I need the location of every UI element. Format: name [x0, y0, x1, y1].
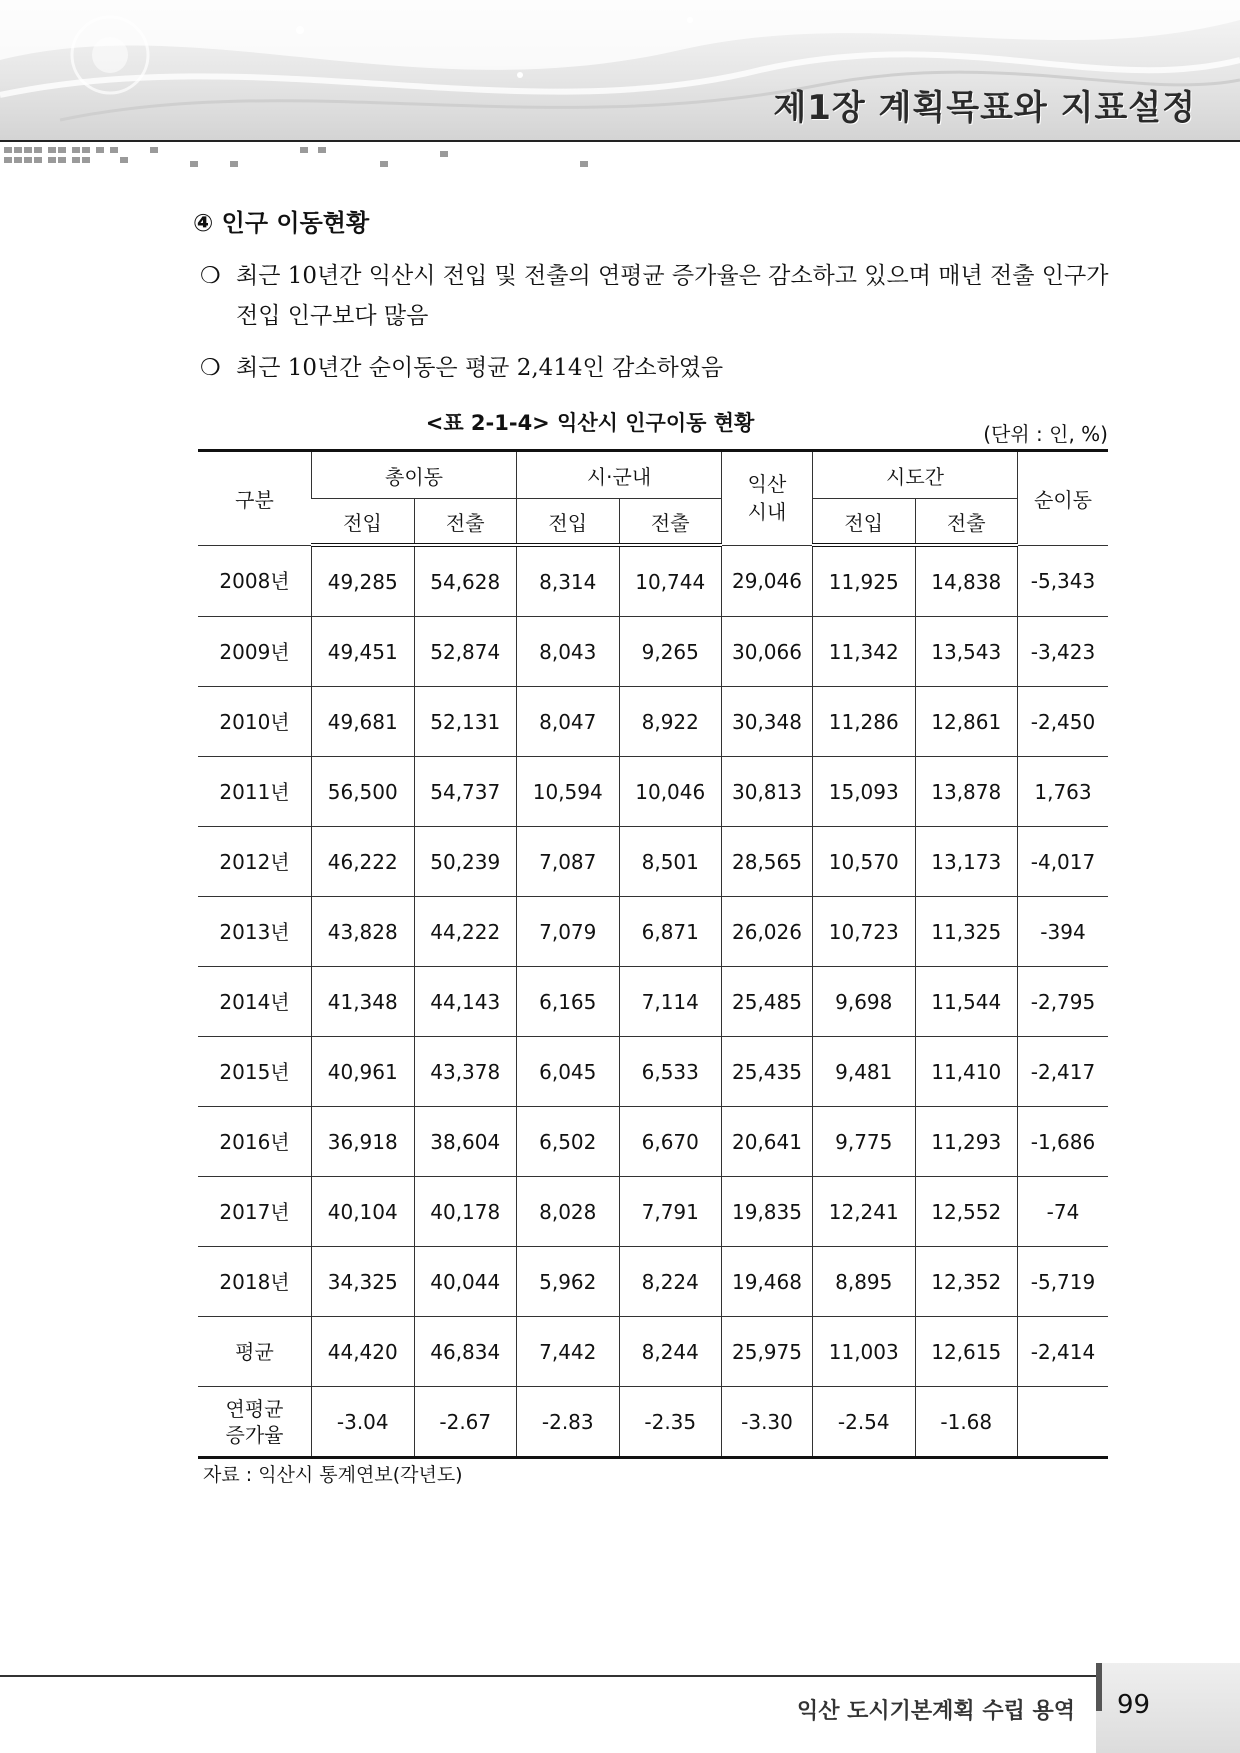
row-label: 2009년	[198, 617, 312, 687]
table-cell: -2,417	[1018, 1037, 1109, 1107]
table-cell: 10,744	[619, 545, 722, 617]
table-cell: 6,533	[619, 1037, 722, 1107]
table-cell: 12,615	[915, 1317, 1018, 1387]
table-cell: -3.30	[722, 1387, 813, 1458]
population-migration-table	[198, 449, 1108, 1459]
row-label: 2018년	[198, 1247, 312, 1317]
table-cell: 11,925	[813, 545, 916, 617]
table-cell: 25,435	[722, 1037, 813, 1107]
table-cell: 49,451	[312, 617, 415, 687]
table-cell: -4,017	[1018, 827, 1109, 897]
table-cell: 30,348	[722, 687, 813, 757]
header-city-county: 시·군내	[517, 451, 722, 499]
table-cell: 52,874	[414, 617, 517, 687]
table-cell: 19,468	[722, 1247, 813, 1317]
page-number: 99	[1117, 1690, 1151, 1720]
table-cell: 46,222	[312, 827, 415, 897]
header-category: 구분	[198, 451, 312, 546]
table-row	[198, 617, 1108, 687]
table-row	[198, 967, 1108, 1037]
table-cell: 7,114	[619, 967, 722, 1037]
table-cell: 7,791	[619, 1177, 722, 1247]
chapter-title: 제1장 계획목표와 지표설정	[773, 88, 1196, 128]
table-cell: 14,838	[915, 545, 1018, 617]
table-cell: -2,414	[1018, 1317, 1109, 1387]
table-cell: 13,878	[915, 757, 1018, 827]
table-cell: 9,698	[813, 967, 916, 1037]
section-heading: ④ 인구 이동현황	[193, 209, 370, 237]
table-cell: 8,028	[517, 1177, 620, 1247]
table-cell: 19,835	[722, 1177, 813, 1247]
bullet-circle-icon: ❍	[200, 263, 221, 289]
table-cell: 9,265	[619, 617, 722, 687]
table-cell: -3,423	[1018, 617, 1109, 687]
row-label: 2017년	[198, 1177, 312, 1247]
table-cell: -5,719	[1018, 1247, 1109, 1317]
header-move-in: 전입	[813, 499, 916, 546]
table-cell: 10,594	[517, 757, 620, 827]
footer-divider	[0, 1675, 1240, 1677]
table-cell: 50,239	[414, 827, 517, 897]
table-cell: 43,828	[312, 897, 415, 967]
table-cell: 40,178	[414, 1177, 517, 1247]
table-cell: 11,293	[915, 1107, 1018, 1177]
table-cell: 6,670	[619, 1107, 722, 1177]
table-row	[198, 827, 1108, 897]
table-cell: 40,104	[312, 1177, 415, 1247]
header-iksan-city: 익산 시내	[722, 451, 813, 546]
table-cell: 15,093	[813, 757, 916, 827]
table-cell: 52,131	[414, 687, 517, 757]
table-row	[198, 757, 1108, 827]
table-cell: 6,165	[517, 967, 620, 1037]
table-cell: 29,046	[722, 545, 813, 617]
table-row	[198, 1247, 1108, 1317]
table-cell: 5,962	[517, 1247, 620, 1317]
bullet-text: 최근 10년간 익산시 전입 및 전출의 연평균 증가율은 감소하고 있으며 매년 전출 인구가 전입 인구보다 많음	[236, 263, 1109, 329]
row-label: 2011년	[198, 757, 312, 827]
table-row	[198, 1177, 1108, 1247]
bullet-item	[200, 256, 1120, 336]
table-unit: (단위 : 인, %)	[983, 422, 1108, 446]
bullet-item	[200, 348, 1120, 388]
table-cell: 11,003	[813, 1317, 916, 1387]
header-move-out: 전출	[915, 499, 1018, 546]
row-label: 2012년	[198, 827, 312, 897]
table-row	[198, 1107, 1108, 1177]
table-row	[198, 1317, 1108, 1387]
table-cell: -394	[1018, 897, 1109, 967]
header-total-move: 총이동	[312, 451, 517, 499]
row-label: 2010년	[198, 687, 312, 757]
table-subheader-row	[198, 499, 1108, 546]
table-source: 자료 : 익산시 통계연보(각년도)	[203, 1464, 463, 1486]
table-cell: 10,570	[813, 827, 916, 897]
table-cell	[1018, 1387, 1109, 1458]
header-net-move: 순이동	[1018, 451, 1109, 546]
footer-report-title: 익산 도시기본계획 수립 용역	[796, 1699, 1075, 1724]
table-cell: 46,834	[414, 1317, 517, 1387]
footer-accent-bar	[1096, 1663, 1102, 1711]
table-cell: 8,895	[813, 1247, 916, 1317]
row-label: 2016년	[198, 1107, 312, 1177]
table-cell: 12,861	[915, 687, 1018, 757]
table-cell: -2.83	[517, 1387, 620, 1458]
header-banner	[0, 0, 1240, 142]
bullet-circle-icon: ❍	[200, 355, 221, 381]
bullet-text: 최근 10년간 순이동은 평균 2,414인 감소하였음	[236, 355, 724, 381]
table-cell: 7,087	[517, 827, 620, 897]
row-label: 평균	[198, 1317, 312, 1387]
table-cell: 6,502	[517, 1107, 620, 1177]
table-cell: -2,795	[1018, 967, 1109, 1037]
table-cell: 8,043	[517, 617, 620, 687]
table-body	[198, 545, 1108, 1458]
table-row	[198, 897, 1108, 967]
table-cell: 12,352	[915, 1247, 1018, 1317]
table-cell: 30,066	[722, 617, 813, 687]
table-cell: 26,026	[722, 897, 813, 967]
table-cell: 9,775	[813, 1107, 916, 1177]
table-cell: 7,079	[517, 897, 620, 967]
table-cell: 20,641	[722, 1107, 813, 1177]
table-cell: 6,045	[517, 1037, 620, 1107]
table-cell: 8,224	[619, 1247, 722, 1317]
table-cell: 44,222	[414, 897, 517, 967]
table-row	[198, 687, 1108, 757]
table-cell: -1,686	[1018, 1107, 1109, 1177]
table-cell: 44,420	[312, 1317, 415, 1387]
table-cell: 13,173	[915, 827, 1018, 897]
header-move-in: 전입	[517, 499, 620, 546]
row-label: 연평균 증가율	[198, 1387, 312, 1458]
decorative-dot-pattern	[0, 143, 700, 173]
table-cell: 9,481	[813, 1037, 916, 1107]
table-cell: 11,544	[915, 967, 1018, 1037]
table-cell: -2.35	[619, 1387, 722, 1458]
table-cell: 8,047	[517, 687, 620, 757]
table-cell: 44,143	[414, 967, 517, 1037]
table-cell: -2.67	[414, 1387, 517, 1458]
table-cell: 10,723	[813, 897, 916, 967]
table-cell: 30,813	[722, 757, 813, 827]
header-inter-province: 시도간	[813, 451, 1018, 499]
table-cell: 11,410	[915, 1037, 1018, 1107]
table-title: <표 2-1-4> 익산시 인구이동 현황	[425, 411, 755, 435]
header-move-out: 전출	[619, 499, 722, 546]
table-cell: -2,450	[1018, 687, 1109, 757]
table-cell: 7,442	[517, 1317, 620, 1387]
table-cell: 49,681	[312, 687, 415, 757]
table-cell: 8,314	[517, 545, 620, 617]
row-label: 2008년	[198, 545, 312, 617]
table-cell: 6,871	[619, 897, 722, 967]
table-cell: 12,241	[813, 1177, 916, 1247]
header-move-out: 전출	[414, 499, 517, 546]
table-cell: 11,342	[813, 617, 916, 687]
table-cell: 49,285	[312, 545, 415, 617]
table-cell: 11,286	[813, 687, 916, 757]
table-cell: -1.68	[915, 1387, 1018, 1458]
table-cell: 10,046	[619, 757, 722, 827]
table-header-row	[198, 451, 1108, 499]
table-cell: 54,628	[414, 545, 517, 617]
table-cell: 41,348	[312, 967, 415, 1037]
table-cell: 1,763	[1018, 757, 1109, 827]
table-cell: -2.54	[813, 1387, 916, 1458]
table-cell: 43,378	[414, 1037, 517, 1107]
table-cell: 12,552	[915, 1177, 1018, 1247]
table-cell: 38,604	[414, 1107, 517, 1177]
row-label: 2014년	[198, 967, 312, 1037]
table-cell: 8,501	[619, 827, 722, 897]
table-cell: 8,244	[619, 1317, 722, 1387]
table-cell: 54,737	[414, 757, 517, 827]
table-cell: -3.04	[312, 1387, 415, 1458]
table-row	[198, 1037, 1108, 1107]
table-cell: 8,922	[619, 687, 722, 757]
table-cell: 13,543	[915, 617, 1018, 687]
table-cell: 40,961	[312, 1037, 415, 1107]
row-label: 2015년	[198, 1037, 312, 1107]
table-cell: 25,485	[722, 967, 813, 1037]
table-cell: 28,565	[722, 827, 813, 897]
table-row	[198, 1387, 1108, 1458]
table-cell: 36,918	[312, 1107, 415, 1177]
table-cell: 34,325	[312, 1247, 415, 1317]
header-move-in: 전입	[312, 499, 415, 546]
table-row	[198, 545, 1108, 617]
table-cell: 56,500	[312, 757, 415, 827]
table-cell: 25,975	[722, 1317, 813, 1387]
table-cell: -74	[1018, 1177, 1109, 1247]
table-cell: 11,325	[915, 897, 1018, 967]
table-cell: -5,343	[1018, 545, 1109, 617]
table-cell: 40,044	[414, 1247, 517, 1317]
row-label: 2013년	[198, 897, 312, 967]
